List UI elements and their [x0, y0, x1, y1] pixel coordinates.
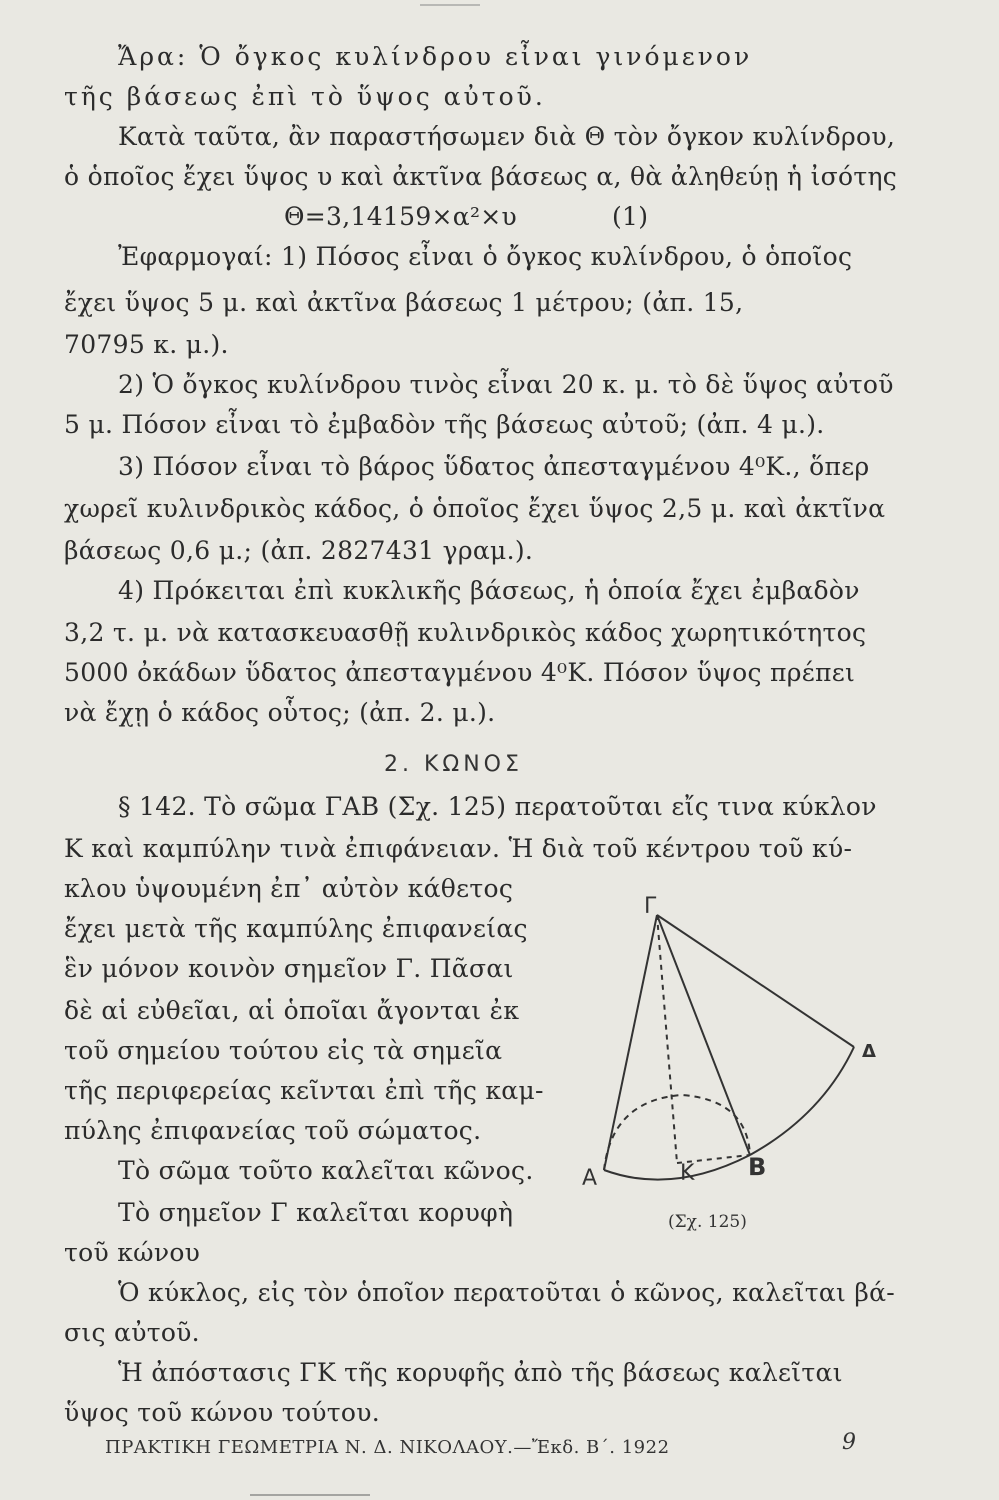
text-line-12: 3) Πόσον εἶναι τὸ βάρος ὕδατος ἀπεσταγμένου 4⁰Κ., ὅπερ [118, 452, 870, 481]
text-line-29: Τὸ σημεῖον Γ καλεῖται κορυφὴ [118, 1198, 514, 1227]
cone-edge-right [657, 915, 750, 1155]
text-line-28: Τὸ σῶμα τοῦτο καλεῖται κῶνος. [118, 1156, 534, 1185]
label-apex-g: Γ [644, 894, 657, 919]
text-line-9: 70795 κ. μ.). [64, 330, 229, 359]
text-line-21: κλου ὑψουμένη ἐπ᾽ αὐτὸν κάθετος [64, 874, 514, 903]
label-d: Δ [862, 1041, 876, 1062]
text-line-25: τοῦ σημείου τούτου εἰς τὰ σημεῖα [64, 1036, 503, 1065]
figure-caption: (Σχ. 125) [668, 1212, 747, 1232]
text-line-23: ἓν μόνον κοινὸν σημεῖον Γ. Πᾶσαι [64, 954, 514, 983]
text-line-34: ὕψος τοῦ κώνου τούτου. [64, 1398, 380, 1427]
text-line-13: χωρεῖ κυλινδρικὸς κάδος, ὁ ὁποῖος ἔχει ὕψος 2,5 μ. καὶ ἀκτῖνα [64, 494, 886, 523]
text-line-15: 4) Πρόκειται ἐπὶ κυκλικῆς βάσεως, ἡ ὁποία ἔχει ἐμβαδὸν [118, 576, 860, 605]
top-edge-mark [420, 0, 480, 6]
page-number: 9 [842, 1430, 856, 1455]
text-line-1: Ἄρα: Ὁ ὄγκος κυλίνδρου εἶναι γινόμενον [118, 42, 753, 71]
text-line-19: § 142. Τὸ σῶμα ΓΑΒ (Σχ. 125) περατοῦται εἴς τινα κύκλον [118, 792, 877, 821]
text-line-14: βάσεως 0,6 μ.; (ἀπ. 2827431 γραμ.). [64, 536, 534, 565]
cone-surface-curve [750, 1047, 854, 1155]
text-line-10: 2) Ὁ ὄγκος κυλίνδρου τινὸς εἶναι 20 κ. μ. τὸ δὲ ὕψος αὐτοῦ [118, 370, 894, 399]
text-line-8: ἔχει ὕψος 5 μ. καὶ ἀκτῖνα βάσεως 1 μέτρου; (ἀπ. 15, [64, 288, 744, 317]
text-line-22: ἔχει μετὰ τῆς καμπύλης ἐπιφανείας [64, 914, 528, 943]
cone-edge-left [604, 915, 657, 1170]
text-line-16: 3,2 τ. μ. νὰ κατασκευασθῇ κυλινδρικὸς κάδος χωρητικότητος [64, 618, 867, 647]
text-line-2: τῆς βάσεως ἐπὶ τὸ ὕψος αὐτοῦ. [64, 82, 546, 111]
text-line-11: 5 μ. Πόσον εἶναι τὸ ἐμβαδὸν τῆς βάσεως αὐτοῦ; (ἀπ. 4 μ.). [64, 410, 825, 439]
height-line [657, 915, 677, 1163]
text-line-3: Κατὰ ταῦτα, ἂν παραστήσωμεν διὰ Θ τὸν ὄγκον κυλίνδρου, [118, 122, 896, 151]
text-line-7: Ἐφαρμογαί: 1) Πόσος εἶναι ὁ ὄγκος κυλίνδρου, ὁ ὁποῖος [118, 242, 853, 271]
label-b: Β [748, 1153, 767, 1181]
text-line-31: Ὁ κύκλος, εἰς τὸν ὁποῖον περατοῦται ὁ κῶνος, καλεῖται βά- [118, 1278, 896, 1307]
text-line-18: νὰ ἔχῃ ὁ κάδος οὗτος; (ἀπ. 2. μ.). [64, 698, 496, 727]
formula: Θ=3,14159×α²×υ [284, 202, 518, 231]
section-heading: 2. ΚΩΝΟΣ [384, 752, 523, 777]
text-line-30: τοῦ κώνου [64, 1238, 201, 1267]
text-line-17: 5000 ὀκάδων ὕδατος ἀπεσταγμένου 4⁰Κ. Πόσον ὕψος πρέπει [64, 658, 856, 687]
text-line-4: ὁ ὁποῖος ἔχει ὕψος υ καὶ ἀκτῖνα βάσεως α, θὰ ἀληθεύῃ ἡ ἰσότης [64, 162, 898, 191]
label-a: Α [582, 1166, 598, 1191]
cone-figure [572, 885, 892, 1215]
label-k: Κ [680, 1161, 695, 1186]
text-line-24: δὲ αἱ εὐθεῖαι, αἱ ὁποῖαι ἄγονται ἐκ [64, 996, 520, 1025]
page-footer: ΠΡΑΚΤΙΚΗ ΓΕΩΜΕΤΡΙΑ Ν. Δ. ΝΙΚΟΛΑΟΥ.—Ἔκδ. Β΄. 1922 [105, 1437, 670, 1458]
text-line-20: Κ καὶ καμπύλην τινὰ ἐπιφάνειαν. Ἡ διὰ τοῦ κέντρου τοῦ κύ- [64, 834, 853, 863]
apex-to-d-line [657, 915, 854, 1047]
bottom-edge-mark [250, 1494, 370, 1496]
text-line-32: σις αὐτοῦ. [64, 1318, 200, 1347]
text-line-26: τῆς περιφερείας κεῖνται ἐπὶ τῆς καμ- [64, 1076, 544, 1105]
text-line-27: πύλης ἐπιφανείας τοῦ σώματος. [64, 1116, 482, 1145]
formula-number: (1) [612, 202, 649, 231]
text-line-33: Ἡ ἀπόστασις ΓΚ τῆς κορυφῆς ἀπὸ τῆς βάσεως καλεῖται [118, 1358, 843, 1387]
